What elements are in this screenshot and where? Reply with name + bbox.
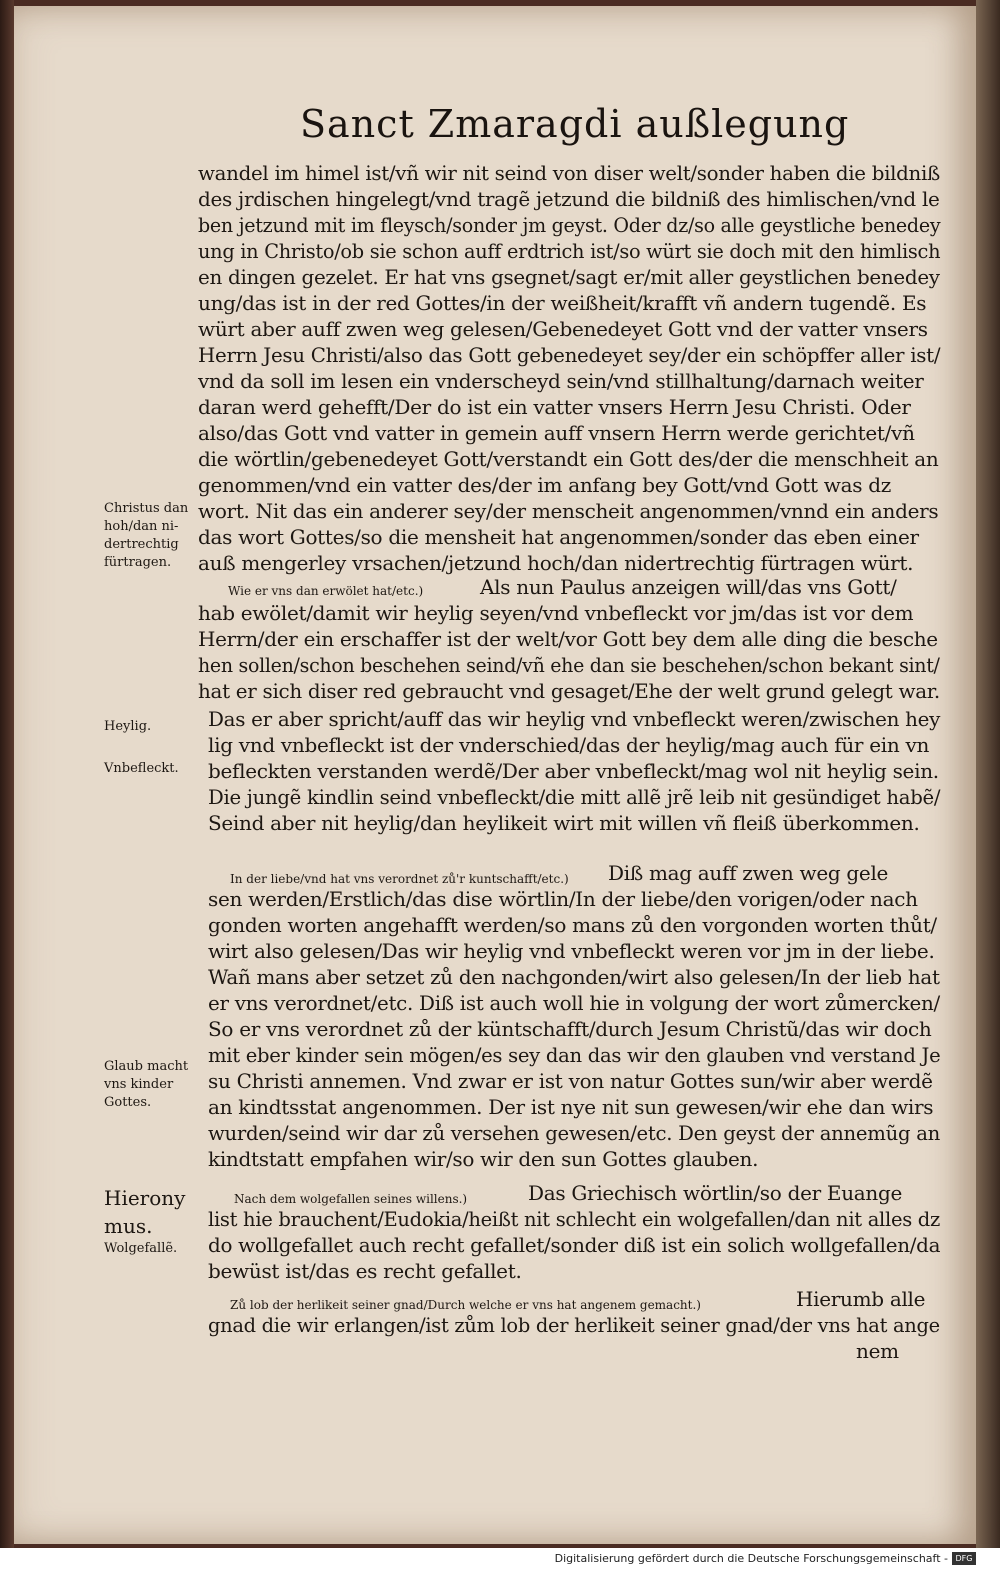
text-line: auß mengerley vrsachen/jetzund hoch/dan nidertrechtig fürtragen würt. <box>198 551 914 575</box>
text-line: ung/das ist in der red Gottes/in der weißheit/krafft vñ andern tugendẽ. Es <box>198 291 927 315</box>
text-line: wandel im himel ist/vñ wir nit seind von diser welt/sonder haben die bildniß <box>198 161 940 185</box>
text-line: genommen/vnd ein vatter des/der im anfang bey Gott/vnd Gott was dz <box>198 473 892 497</box>
scripture-cue: Zů lob der herlikeit seiner gnad/Durch welche er vns hat angenem gemacht.) <box>230 1298 701 1312</box>
text-line: gonden worten angehafft werden/so mans zů den vorgonden worten thůt/ <box>208 913 937 937</box>
text-line: das wort Gottes/so die mensheit hat angenommen/sonder das eben einer <box>198 525 919 549</box>
text-line: bewüst ist/das es recht gefallet. <box>208 1259 522 1283</box>
margin-note: Wolgefallẽ. <box>104 1241 178 1256</box>
text-line: mit eber kinder sein mögen/es sey dan das wir den glauben vnd verstand Je <box>208 1043 941 1067</box>
text-line: wirt also gelesen/Das wir heylig vnd vnbefleckt weren vor jm in der liebe. <box>208 939 935 963</box>
text-line: Als nun Paulus anzeigen will/das vns Gott/ <box>480 575 897 599</box>
text-line: Seind aber nit heylig/dan heylikeit wirt mit willen vñ fleiß überkommen. <box>208 811 920 835</box>
text-line: daran werd gehefft/Der do ist ein vatter vnsers Herrn Jesu Christi. Oder <box>198 395 911 419</box>
text-line: sen werden/Erstlich/das dise wörtlin/In der liebe/den vorigen/oder nach <box>208 887 918 911</box>
text-line: Wañ mans aber setzet zů den nachgonden/wirt also gelesen/In der lieb hat <box>208 965 940 989</box>
text-line: er vns verordnet/etc. Diß ist auch woll hie in volgung der wort zůmercken/ <box>208 991 940 1015</box>
scripture-cue: In der liebe/vnd hat vns verordnet zů'r kuntschafft/etc.) <box>230 872 569 886</box>
text-line: gnad die wir erlangen/ist zům lob der herlikeit seiner gnad/der vns hat ange <box>208 1313 940 1337</box>
text-line: do wollgefallet auch recht gefallet/sonder diß ist ein solich wollgefallen/da <box>208 1233 941 1257</box>
text-line: wurden/seind wir dar zů versehen gewesen/etc. Den geyst der annemũg an <box>208 1121 940 1145</box>
text-line: su Christi annemen. Vnd zwar er ist von natur Gottes sun/wir aber werdẽ <box>208 1069 933 1093</box>
page-edge <box>976 0 1000 1548</box>
text-line: ung in Christo/ob sie schon auff erdtrich ist/so würt sie doch mit den himlisch <box>198 239 941 263</box>
text-line: lig vnd vnbefleckt ist der vnderschied/das der heylig/mag auch für ein vn <box>208 733 930 757</box>
margin-note: Hierony mus. <box>104 1186 186 1238</box>
margin-note: Vnbefleckt. <box>104 761 179 776</box>
margin-note: Glaub macht vns kinder Gottes. <box>104 1059 189 1110</box>
text-line: Hierumb alle <box>796 1287 926 1311</box>
text-line: list hie brauchent/Eudokia/heißt nit schlecht ein wolgefallen/dan nit alles dz <box>208 1207 940 1231</box>
margin-note: Christus dan hoh/dan ni- dertrechtig fürtragen. <box>104 501 189 570</box>
text-line: So er vns verordnet zů der küntschafft/durch Jesum Christũ/das wir doch <box>208 1017 932 1041</box>
text-line: an kindtsstat angenommen. Der ist nye nit sun gewesen/wir ehe dan wirs <box>208 1095 934 1119</box>
margin-note: Heylig. <box>104 719 152 734</box>
text-line: befleckten verstanden werdẽ/Der aber vnbefleckt/mag wol nit heylig sein. <box>208 759 939 783</box>
footer-credit: Digitalisierung gefördert durch die Deutsche Forschungsgemeinschaft - <box>554 1552 948 1565</box>
text-line: hab ewölet/damit wir heylig seyen/vnd vnbefleckt vor jm/das ist vor dem <box>198 601 914 625</box>
scripture-cue: Nach dem wolgefallen seines willens.) <box>234 1192 468 1206</box>
text-line: würt aber auff zwen weg gelesen/Gebenedeyet Gott vnd der vatter vnsers <box>198 317 928 341</box>
text-line: des jrdischen hingelegt/vnd tragẽ jetzund die bildniß des himlischen/vnd le <box>198 187 940 211</box>
scripture-cue: Wie er vns dan erwölet hat/etc.) <box>228 584 424 598</box>
book-binding <box>0 0 14 1548</box>
dfg-logo: DFG <box>952 1552 976 1565</box>
text-line: also/das Gott vnd vatter in gemein auff vnsern Herrn werde gerichtet/vñ <box>198 421 915 445</box>
text-line: Die jungẽ kindlin seind vnbefleckt/die mitt allẽ jrẽ leib nit gesündiget habẽ/ <box>208 785 941 809</box>
text-line: kindtstatt empfahen wir/so wir den sun Gottes glauben. <box>208 1147 759 1171</box>
text-line: Das Griechisch wörtlin/so der Euange <box>528 1181 903 1205</box>
text-line: Herrn/der ein erschaffer ist der welt/vor Gott bey dem alle ding die besche <box>198 627 938 651</box>
text-line: ben jetzund mit im fleysch/sonder jm geyst. Oder dz/so alle geystliche benedey <box>198 213 941 237</box>
text-line: vnd da soll im lesen ein vnderscheyd sein/vnd stillhaltung/darnach weiter <box>198 369 924 393</box>
text-line: Herrn Jesu Christi/also das Gott gebenedeyet sey/der ein schöpffer aller ist/ <box>198 343 941 367</box>
text-line: hat er sich diser red gebraucht vnd gesaget/Ehe der welt grund gelegt war. <box>198 679 940 703</box>
running-head: Sanct Zmaragdi außlegung <box>300 102 850 146</box>
text-line: hen sollen/schon beschehen seind/vñ ehe dan sie beschehen/schon bekant sint/ <box>198 653 940 677</box>
text-line: en dingen gezelet. Er hat vns gsegnet/sagt er/mit aller geystlichen benedey <box>198 265 940 289</box>
text-line: Diß mag auff zwen weg gele <box>608 861 889 885</box>
catchword: nem <box>856 1339 899 1363</box>
text-line: die wörtlin/gebenedeyet Gott/verstandt ein Gott des/der die menschheit an <box>198 447 939 471</box>
text-line: wort. Nit das ein anderer sey/der menscheit angenommen/vnnd ein anders <box>198 499 939 523</box>
text-line: Das er aber spricht/auff das wir heylig vnd vnbefleckt weren/zwischen hey <box>208 707 941 731</box>
